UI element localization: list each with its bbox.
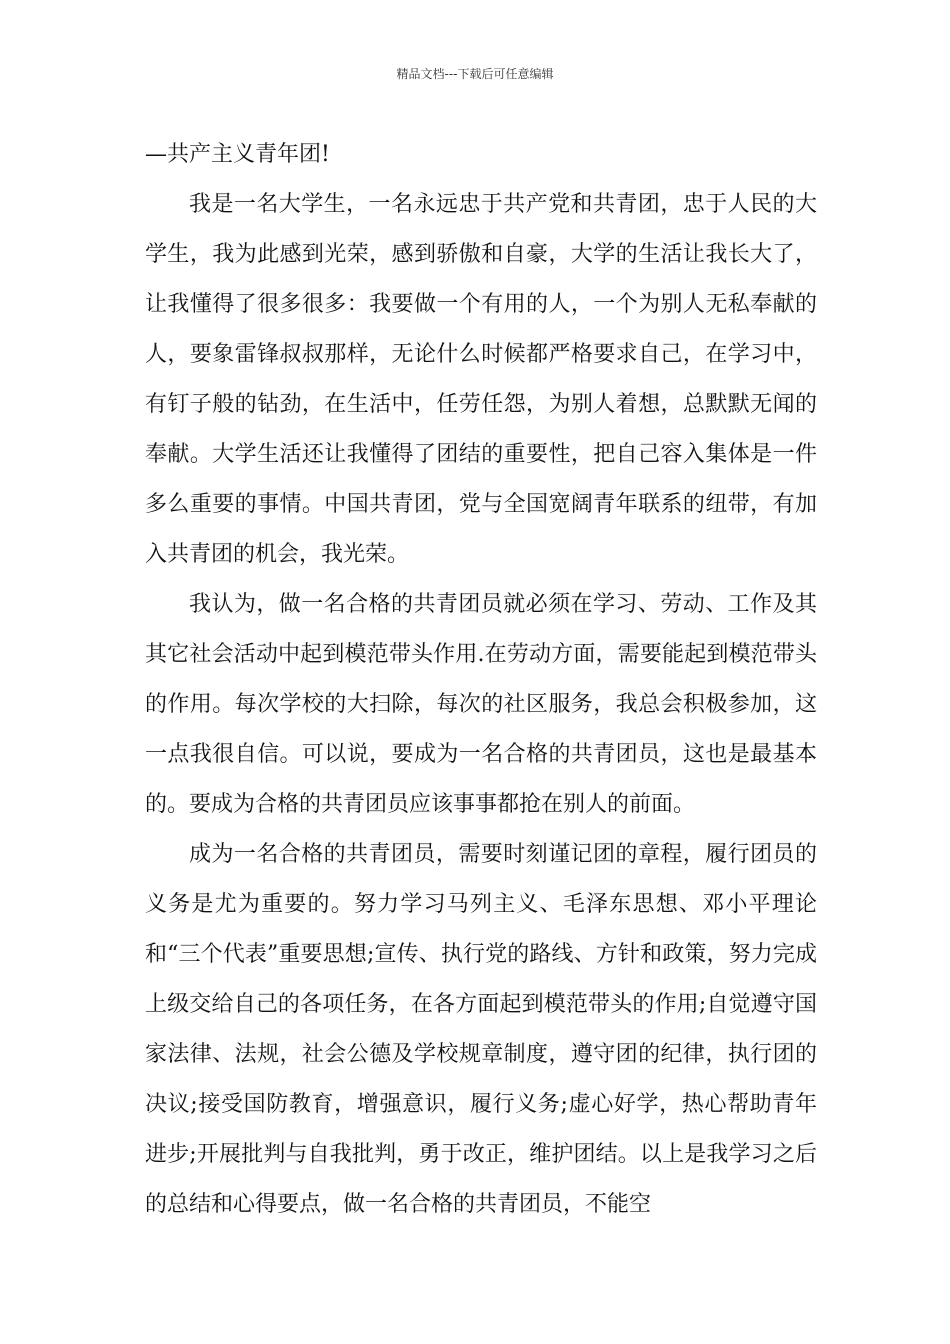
paragraph: 我认为，做一名合格的共青团员就必须在学习、劳动、工作及其其它社会活动中起到模范带头作用.在劳动方面，需要能起到模范带头的作用。每次学校的大扫除，每次的社区服务，我总会积极参加，这一点我很自信。可以说，要成为一名合格的共青团员，这也是最基本的。要成为合格的共青团员应该事事都抢在别人的前面。 xyxy=(145,592,817,817)
page-header: 精品文档---下载后可任意编辑 xyxy=(396,67,554,81)
paragraph: 成为一名合格的共青团员，需要时刻谨记团的章程，履行团员的义务是尤为重要的。努力学习马列主义、毛泽东思想、邓小平理论和“三个代表”重要思想;宣传、执行党的路线、方针和政策，努力完成上级交给自己的各项任务，在各方面起到模范带头的作用;自觉遵守国家法律、法规，社会公德及学校规章制度，遵守团的纪律，执行团的决议;接受国防教育，增强意识，履行义务;虚心好学，热心帮助青年进步;开展批判与自我批判，勇于改正，维护团结。以上是我学习之后的总结和心得要点，做一名合格的共青团员，不能空 xyxy=(145,842,817,1217)
paragraph-continuation: —共产主义青年团! xyxy=(145,142,330,167)
paragraph: 我是一名大学生，一名永远忠于共产党和共青团，忠于人民的大学生，我为此感到光荣，感到骄傲和自豪，大学的生活让我长大了，让我懂得了很多很多：我要做一个有用的人，一个为别人无私奉献的人，要象雷锋叔叔那样，无论什么时候都严格要求自己，在学习中，有钉子般的钻劲，在生活中，任劳任怨，为别人着想，总默默无闻的奉献。大学生活还让我懂得了团结的重要性，把自己容入集体是一件多么重要的事情。中国共青团，党与全国宽阔青年联系的纽带，有加入共青团的机会，我光荣。 xyxy=(145,192,817,567)
document-body xyxy=(145,130,817,1230)
